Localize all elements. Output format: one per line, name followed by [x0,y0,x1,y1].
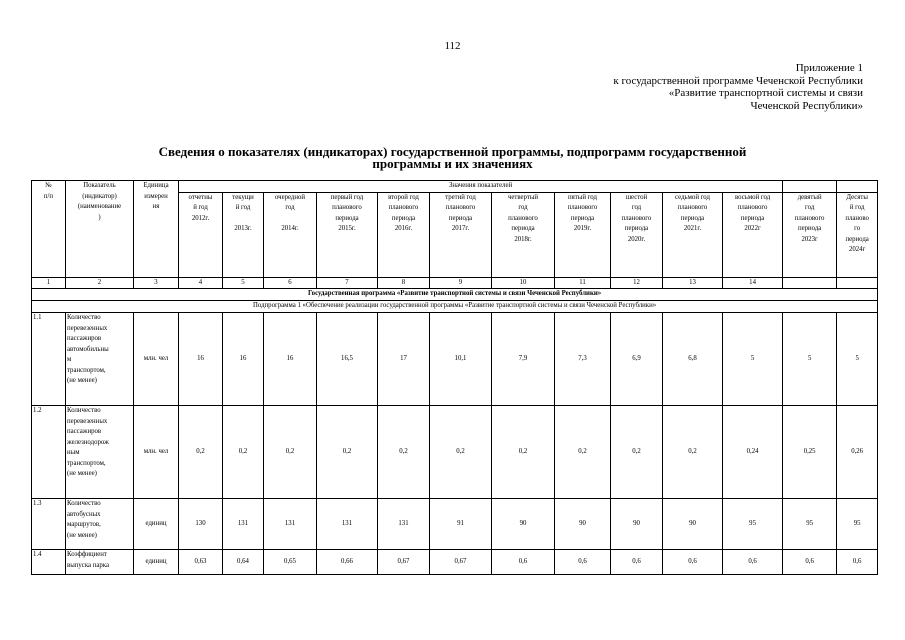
row-value: 0,2 [492,406,555,499]
row-value: 95 [837,499,878,550]
appendix-block [613,62,863,112]
row-number: 1.4 [32,550,66,575]
row-value: 0,66 [317,550,378,575]
column-number-cell: 8 [378,277,430,289]
table-body [32,181,878,575]
row-value: 16 [264,313,317,406]
column-number-cell: 3 [134,277,179,289]
column-number-cell [837,277,878,289]
row-unit: млн. чел [134,406,179,499]
table-row [32,499,878,550]
row-indicator: Коэффициент выпуска парка [66,550,134,575]
row-value: 16 [179,313,223,406]
column-number-cell: 12 [611,277,663,289]
header-year-9: шестой год планового периода 2020г. [611,192,663,277]
header-year-13: Десяты й год планово го периода 2024г [837,192,878,277]
row-value: 0,6 [492,550,555,575]
table-row [32,550,878,575]
header-num: № п/п [32,181,66,278]
column-number-cell: 2 [66,277,134,289]
table-row [32,313,878,406]
row-value: 17 [378,313,430,406]
header-year-10: седьмой год планового периода 2021г. [663,192,723,277]
header-year-6: третий год планового периода 2017г. [430,192,492,277]
row-value: 5 [723,313,783,406]
column-number-cell: 4 [179,277,223,289]
row-value: 90 [555,499,611,550]
header-year-7: четвертый год планового периода 2018г. [492,192,555,277]
row-value: 0,24 [723,406,783,499]
row-value: 95 [723,499,783,550]
page-number: 112 [444,40,461,52]
row-value: 5 [783,313,837,406]
row-number: 1.2 [32,406,66,499]
row-value: 0,6 [837,550,878,575]
column-number-cell: 5 [223,277,264,289]
row-value: 0,2 [555,406,611,499]
indicators-table [31,180,878,575]
row-value: 0,2 [264,406,317,499]
column-number-cell: 14 [723,277,783,289]
row-value: 0,6 [663,550,723,575]
document-title-line-1: Сведения о показателях (индикаторах) государственной программы, подпрограмм государственной [158,144,747,159]
header-values-group: Значения показателей [179,181,783,193]
row-value: 0,2 [611,406,663,499]
header-year-3: очередной год 2014г. [264,192,317,277]
header-year-8: пятый год планового периода 2019г. [555,192,611,277]
row-value: 0,6 [723,550,783,575]
row-indicator: Количество перевезенных пассажиров автомобильны м транспортом, (не менее) [66,313,134,406]
column-numbers-row [32,277,878,289]
row-value: 0,2 [179,406,223,499]
row-value: 0,67 [430,550,492,575]
row-number: 1.3 [32,499,66,550]
row-value: 0,6 [555,550,611,575]
header-blank-cell [837,181,878,193]
column-number-cell: 6 [264,277,317,289]
row-value: 0,6 [783,550,837,575]
row-value: 131 [378,499,430,550]
row-value: 6,9 [611,313,663,406]
header-blank-cell [783,181,837,193]
document-title-line-2: программы и их значениях [372,156,533,171]
row-unit: единиц [134,499,179,550]
row-indicator: Количество автобусных маршрутов, (не менее) [66,499,134,550]
row-value: 5 [837,313,878,406]
row-value: 7,9 [492,313,555,406]
header-year-11: восьмой год планового периода 2022г [723,192,783,277]
row-value: 90 [492,499,555,550]
program-title: Государственная программа «Развитие транспортной системы и связи Чеченской Республики» [32,289,878,301]
row-value: 0,26 [837,406,878,499]
row-value: 90 [611,499,663,550]
header-year-1: отчетны й год 2012г. [179,192,223,277]
column-number-cell: 7 [317,277,378,289]
header-year-12: девятый год планового периода 2023г [783,192,837,277]
row-value: 0,25 [783,406,837,499]
row-value: 10,1 [430,313,492,406]
subprogram-title: Подпрограмма 1 «Обеспечение реализации государственной программы «Развитие транспортной системы и связи Чеченской Республики» [32,301,878,313]
row-value: 131 [223,499,264,550]
appendix-line-1: Приложение 1 [795,62,863,74]
appendix-line-2: к государственной программе Чеченской Республики [613,74,863,87]
row-value: 0,2 [663,406,723,499]
column-number-cell: 13 [663,277,723,289]
appendix-line-4: Чеченской Республики» [750,99,863,112]
row-indicator: Количество перевезенных пассажиров железнодорож ным транспортом, (не менее) [66,406,134,499]
row-value: 130 [179,499,223,550]
row-value: 0,6 [611,550,663,575]
row-value: 16 [223,313,264,406]
row-value: 131 [264,499,317,550]
header-year-2: текущи й год 2013г. [223,192,264,277]
document-title [100,146,805,170]
appendix-line-3: «Развитие транспортной системы и связи [668,87,863,99]
row-value: 90 [663,499,723,550]
row-value: 131 [317,499,378,550]
row-unit: единиц [134,550,179,575]
row-value: 0,63 [179,550,223,575]
row-value: 0,64 [223,550,264,575]
column-number-cell: 11 [555,277,611,289]
row-number: 1.1 [32,313,66,406]
row-value: 91 [430,499,492,550]
column-number-cell: 1 [32,277,66,289]
header-year-5: второй год планового периода 2016г. [378,192,430,277]
row-value: 95 [783,499,837,550]
row-value: 16,5 [317,313,378,406]
row-value: 0,2 [223,406,264,499]
header-indicator: Показатель (индикатор) (наименование ) [66,181,134,278]
row-value: 6,8 [663,313,723,406]
row-value: 0,2 [430,406,492,499]
column-number-cell [783,277,837,289]
row-unit: млн. чел [134,313,179,406]
header-year-4: первый год планового периода 2015г. [317,192,378,277]
header-unit: Единица измерен ия [134,181,179,278]
row-value: 0,2 [317,406,378,499]
subprogram-row [32,301,878,313]
row-value: 7,3 [555,313,611,406]
row-value: 0,2 [378,406,430,499]
row-value: 0,65 [264,550,317,575]
header-row [32,181,878,193]
program-row [32,289,878,301]
column-number-cell: 9 [430,277,492,289]
table-row [32,406,878,499]
column-number-cell: 10 [492,277,555,289]
row-value: 0,67 [378,550,430,575]
